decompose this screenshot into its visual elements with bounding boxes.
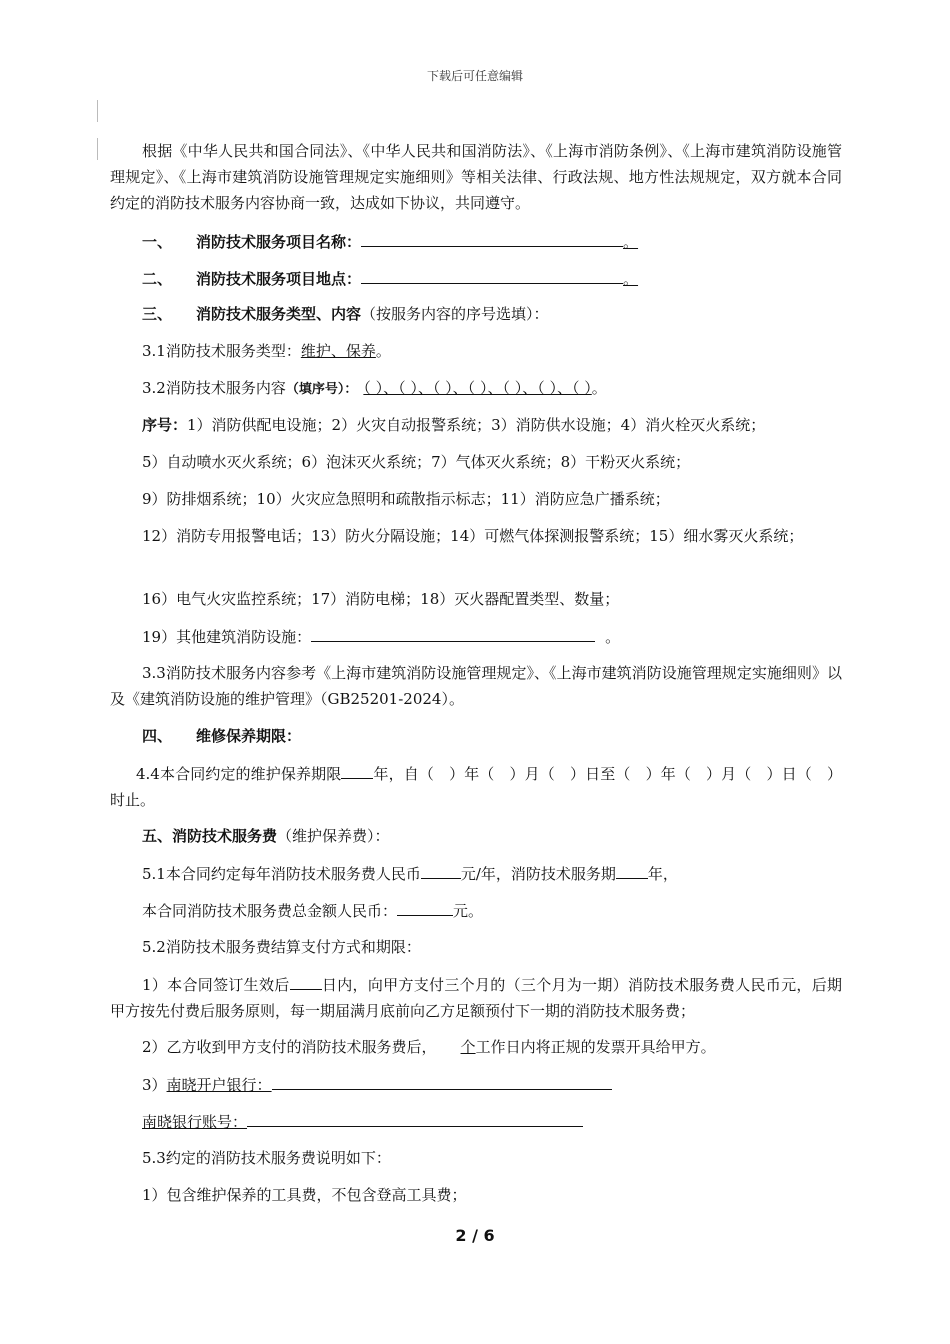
clause-3-2 [142,375,842,403]
service-type-value[interactable]: 维护、保养 [300,342,376,360]
section-2 [142,265,842,292]
section-3 [142,301,842,327]
seq-line-1 [142,412,842,438]
margin-mark [97,100,98,122]
clause-5-2-2-a: 2）乙方收到甲方支付的消防技术服务费后， [142,1038,437,1056]
bank-name-field[interactable] [272,1071,612,1090]
section-2-end: 。 [623,270,639,288]
service-content-slots[interactable]: （ ）、（ ）、（ ）、（ ）、（ ）、（ ）、（ ） [363,379,592,397]
clause-5-2-1-a: 1）本合同签订生效后 [142,976,290,994]
project-location-field[interactable] [361,265,623,284]
section-4 [142,723,842,749]
payment-days-field[interactable] [290,971,322,990]
service-period-field[interactable] [616,860,648,879]
bank-account-label: 南晓银行账号： [142,1113,248,1131]
seq-line-5: 16）电气火灾监控系统；17）消防电梯；18）灭火器配置类型、数量； [142,590,620,608]
clause-5-1b [142,897,842,924]
section-2-number: 二、 [142,270,173,288]
total-fee-unit: 元。 [453,902,484,920]
annual-fee-field[interactable] [421,860,461,879]
seq-line-3: 9）防排烟系统；10）火灾应急照明和疏散指示标志；11）消防应急广播系统； [142,490,670,508]
seq-line-6 [142,623,842,650]
section-3-title: 消防技术服务类型、内容 [196,305,362,323]
clause-5-1-a: 5.1本合同约定每年消防技术服务费人民币 [142,865,421,883]
section-5 [142,823,842,849]
project-name-field[interactable] [361,228,623,247]
margin-mark [97,138,98,160]
seq-label: 序号： [142,416,188,434]
section-1-title: 消防技术服务项目名称： [196,233,362,251]
total-fee-label: 本合同消防技术服务费总金额人民币： [142,902,398,920]
clause-5-1a [142,860,842,887]
clause-3-2-end: 。 [591,379,607,397]
bank-account-field[interactable] [247,1108,583,1127]
seq-items-1: 1）消防供配电设施；2）火灾自动报警系统；3）消防供水设施；4）消火栓灭火系统； [187,416,766,434]
clause-3-1-end: 。 [375,342,391,360]
clause-5-3-1: 1）包含维护保养的工具费，不包含登高工具费； [142,1186,467,1204]
clause-5-2-3-number: 3） [142,1076,167,1094]
seq-line-4: 12）消防专用报警电话；13）防火分隔设施；14）可燃气体探测报警系统；15）细水雾灭火系统； [142,527,804,545]
clause-3-1-label: 3.1消防技术服务类型： [142,342,301,360]
section-3-number: 三、 [142,305,173,323]
total-fee-field[interactable] [397,897,453,916]
section-2-title: 消防技术服务项目地点： [196,270,362,288]
clause-4-4-a: 4.4本合同约定的维护保养期限 [136,765,342,783]
clause-5-2: 5.2消防技术服务费结算支付方式和期限： [142,938,421,956]
invoice-days-field[interactable]: 个 [460,1038,476,1056]
clause-3-2-note: （填序号）： [285,382,358,397]
clause-3-1 [142,338,842,364]
clause-5-1-c: 年， [647,865,678,883]
clause-5-2-2 [142,1034,842,1060]
section-1 [142,228,842,255]
section-5-title: 五、消防技术服务费 [142,827,278,845]
maintenance-years-field[interactable] [341,760,373,779]
clause-5-2-3 [142,1071,842,1098]
section-4-number: 四、 [142,727,173,745]
other-facilities-field[interactable] [311,623,595,642]
seq-line-2: 5）自动喷水灭火系统；6）泡沫灭火系统；7）气体灭火系统；8）干粉灭火系统； [142,453,691,471]
clause-4-4-b: 年，自（ ）年（ ）月（ ）日至（ ）年（ ）月（ ）日（ ）时止。 [110,765,842,809]
clause-3-3: 3.3消防技术服务内容参考《上海市建筑消防设施管理规定》、《上海市建筑消防设施管理规定实施细则》以及《建筑消防设施的维护管理》（GB25201-2024）。 [110,664,842,708]
clause-3-2-label: 3.2消防技术服务内容 [142,379,286,397]
seq-line-6-end: 。 [605,628,621,646]
bank-account-line [142,1108,842,1135]
section-4-title: 维修保养期限： [196,727,302,745]
clause-5-2-2-c: 工作日内将正规的发票开具给甲方。 [475,1038,716,1056]
page-header: 下载后可任意编辑 [426,69,523,83]
clause-5-1-b: 元/年，消防技术服务期 [460,865,616,883]
clause-5-2-1-b: 日内，向甲方支付三个月的（三个月为一期）消防技术服务费人民币元，后期甲方按先付费后服务原则，每一期届满月底前向乙方足额预付下一期的消防技术服务费； [110,976,842,1020]
bank-name-label: 南晓开户银行： [166,1076,272,1094]
intro-paragraph: 根据《中华人民共和国合同法》、《中华人民共和国消防法》、《上海市消防条例》、《上海市建筑消防设施管理规定》、《上海市建筑消防设施管理规定实施细则》等相关法律、行政法规、地方性法规规定，双方就本合同约定的消防技术服务内容协商一致，达成如下协议，共同遵守。 [110,142,842,212]
page-number: 2 / 6 [455,1226,495,1245]
clause-4-4 [110,760,842,813]
section-5-note: （维护保养费）： [277,827,390,845]
other-facilities-label: 19）其他建筑消防设施： [142,628,312,646]
section-1-end: 。 [623,233,639,251]
clause-5-3: 5.3约定的消防技术服务费说明如下： [142,1149,391,1167]
section-1-number: 一、 [142,233,173,251]
section-3-note: （按服务内容的序号选填）： [361,305,549,323]
clause-5-2-1 [110,971,842,1024]
